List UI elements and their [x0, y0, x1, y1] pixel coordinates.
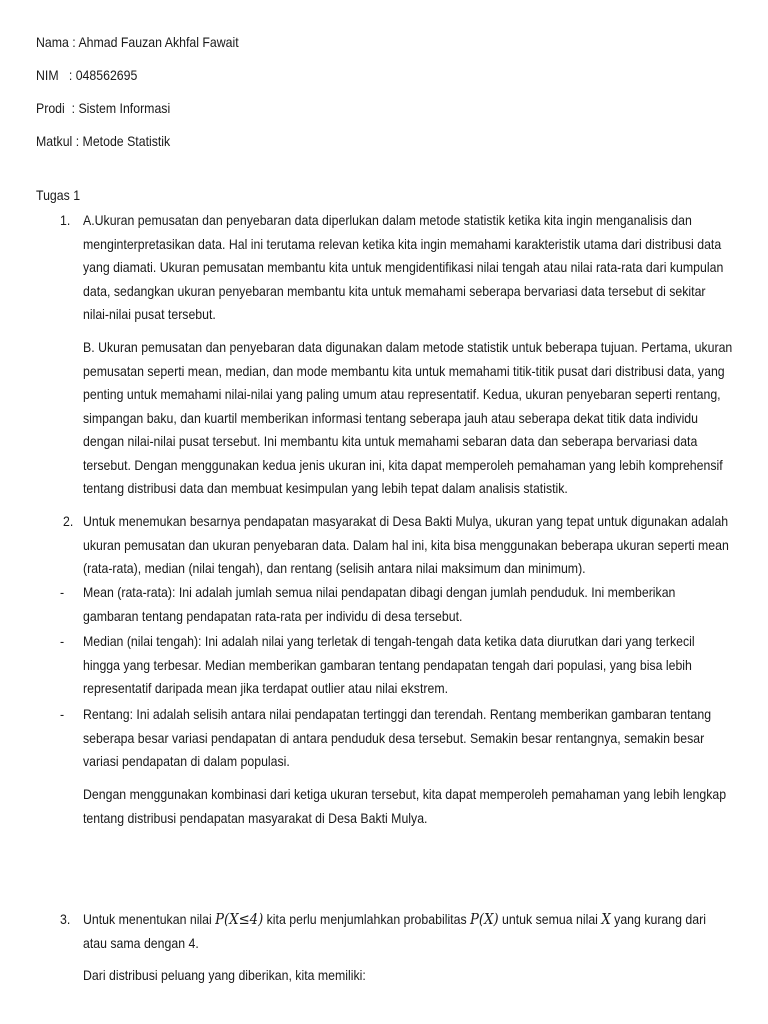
bullet-rentang: Rentang: Ini adalah selisih antara nilai pendapatan tertinggi dan terendah. Rentang memberikan gambaran tentang seberapa besar variasi pendapatan di antara penduduk desa tersebut. Semakin besar rentangnya, semakin besar variasi pendapatan di dalam populasi.: [83, 706, 712, 769]
question-2-intro: Untuk menemukan besarnya pendapatan masyarakat di Desa Bakti Mulya, ukuran yang tepat untuk digunakan adalah ukuran pemusatan dan ukuran penyebaran data. Dalam hal ini, kita bisa menggunakan beberapa ukuran seperti mean (rata-rata), median (nilai tengah), dan rentang (selisih antara nilai maksimum dan minimum).: [83, 513, 729, 576]
q3-text-part: yang kurang dari atau sama dengan 4.: [83, 911, 706, 951]
q3-text-part: Untuk menentukan nilai: [83, 911, 216, 927]
question-number-3: 3.: [60, 911, 71, 927]
bullet-dash: -: [60, 584, 65, 600]
question-number-1: 1.: [60, 212, 71, 228]
question-1-part-b: B. Ukuran pemusatan dan penyebaran data digunakan dalam metode statistik untuk beberapa tujuan. Pertama, ukuran pemusatan seperti mean, median, dan mode membantu kita untuk memahami titik-titik pusat dari distribusi data, yang penting untuk memahami nilai-nilai yang paling umum atau representatif. Kedua, ukuran penyebaran seperti rentang, simpangan baku, dan kuartil memberikan informasi tentang seberapa jauh atau seberapa dekat titik data individu dengan nilai-nilai pusat tersebut. Ini membantu kita untuk memahami sebaran data dan seberapa bervariasi data tersebut. Dengan menggunakan kedua jenis ukuran ini, kita dapat memperoleh pemahaman yang lebih komprehensif tentang distribusi data dan membuat kesimpulan yang lebih tepat dalam analisis statistik.: [83, 339, 733, 496]
study-program: Prodi : Sistem Informasi: [36, 100, 171, 116]
math-expression: P(X): [470, 910, 499, 928]
question-2-conclusion: Dengan menggunakan kombinasi dari ketiga ukuran tersebut, kita dapat memperoleh pemahaman yang lebih lengkap tentang distribusi pendapatan masyarakat di Desa Bakti Mulya.: [83, 786, 727, 826]
question-number-2: 2.: [63, 513, 74, 529]
bullet-dash: -: [60, 633, 65, 649]
student-name: Nama : Ahmad Fauzan Akhfal Fawait: [36, 34, 239, 50]
bullet-dash: -: [60, 706, 65, 722]
q3-text-part: untuk semua nilai: [498, 911, 602, 927]
question-3-text: [83, 908, 732, 955]
bullet-mean: Mean (rata-rata): Ini adalah jumlah semua nilai pendapatan dibagi dengan jumlah penduduk. Ini memberikan gambaran tentang pendapatan rata-rata per individu di desa tersebut.: [83, 584, 676, 624]
question-3-followup: Dari distribusi peluang yang diberikan, kita memiliki:: [83, 967, 366, 983]
assignment-title: Tugas 1: [36, 187, 81, 203]
q3-text-part: kita perlu menjumlahkan probabilitas: [263, 911, 471, 927]
bullet-median: Median (nilai tengah): Ini adalah nilai yang terletak di tengah-tengah data ketika data diurutkan dari yang terkecil hingga yang terbesar. Median memberikan gambaran tentang pendapatan tengah dari populasi, yang bisa lebih representatif daripada mean jika terdapat outlier atau nilai ekstrem.: [83, 633, 695, 696]
student-nim: NIM : 048562695: [36, 67, 138, 83]
math-expression: P(X≤4): [215, 910, 264, 928]
question-1-part-a: A.Ukuran pemusatan dan penyebaran data diperlukan dalam metode statistik ketika kita ingin menganalisis dan menginterpretasikan data. Hal ini terutama relevan ketika kita ingin memahami karakteristik utama dari distribusi data yang diamati. Ukuran pemusatan membantu kita untuk mengidentifikasi nilai tengah atau nilai rata-rata dari kumpulan data, sedangkan ukuran penyebaran membantu kita untuk memahami seberapa bervariasi data tersebut di sekitar nilai-nilai pusat tersebut.: [83, 212, 724, 322]
course-name: Matkul : Metode Statistik: [36, 133, 171, 149]
math-expression: X: [601, 910, 611, 928]
